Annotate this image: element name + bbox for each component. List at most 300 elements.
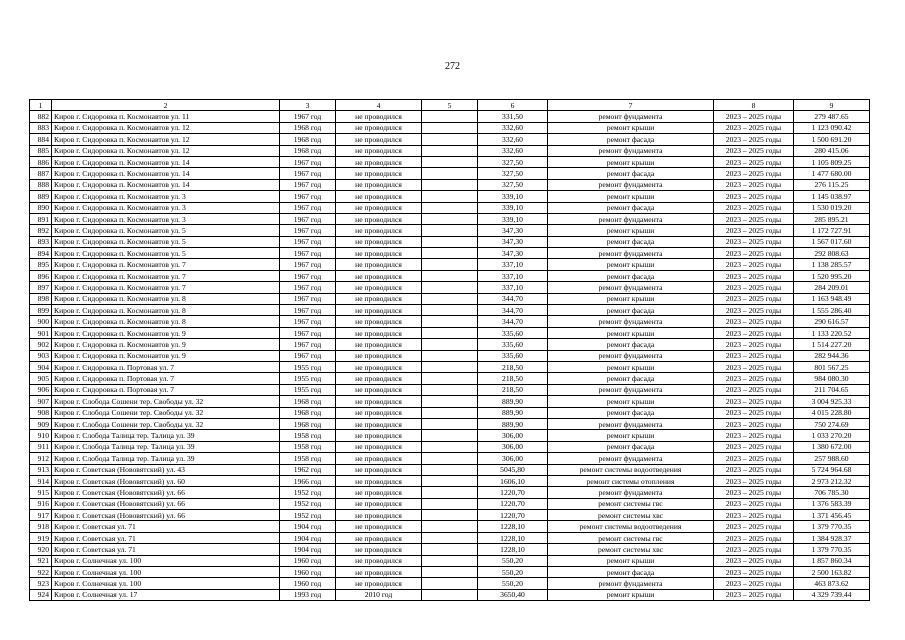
cost-cell: 1 477 680.00	[794, 168, 870, 179]
period-cell: 2023 – 2025 годы	[714, 145, 794, 156]
empty-cell	[422, 111, 478, 122]
area-cell: 1220,70	[478, 487, 548, 498]
cost-cell: 292 808.63	[794, 248, 870, 259]
table-row	[30, 111, 870, 122]
address-cell: Киров г. Сидоровка п. Космонавтов ул. 9	[52, 350, 280, 361]
row-number-cell: 895	[30, 259, 52, 270]
build-year-cell: 1968 год	[280, 407, 336, 418]
address-cell: Киров г. Сидоровка п. Портовая ул. 7	[52, 384, 280, 395]
address-cell: Киров г. Слобода Талица тер. Талица ул. 39	[52, 441, 280, 452]
last-repair-cell: не проводился	[336, 361, 422, 372]
empty-cell	[422, 156, 478, 167]
table-row	[30, 407, 870, 418]
row-number-cell: 882	[30, 111, 52, 122]
last-repair-cell: не проводился	[336, 464, 422, 475]
table-row	[30, 248, 870, 259]
empty-cell	[422, 339, 478, 350]
address-cell: Киров г. Сидоровка п. Космонавтов ул. 8	[52, 293, 280, 304]
work-type-cell: ремонт крыши	[548, 430, 714, 441]
empty-cell	[422, 441, 478, 452]
address-cell: Киров г. Сидоровка п. Космонавтов ул. 3	[52, 202, 280, 213]
empty-cell	[422, 225, 478, 236]
build-year-cell: 1967 год	[280, 236, 336, 247]
work-type-cell: ремонт крыши	[548, 327, 714, 338]
build-year-cell: 1955 год	[280, 373, 336, 384]
last-repair-cell: не проводился	[336, 305, 422, 316]
area-cell: 306,00	[478, 453, 548, 464]
capital-repair-table	[29, 99, 870, 601]
cost-cell: 2 500 163.82	[794, 567, 870, 578]
period-cell: 2023 – 2025 годы	[714, 418, 794, 429]
area-cell: 327,50	[478, 179, 548, 190]
last-repair-cell: не проводился	[336, 430, 422, 441]
area-cell: 3650,40	[478, 589, 548, 600]
row-number-cell: 893	[30, 236, 52, 247]
empty-cell	[422, 510, 478, 521]
last-repair-cell: не проводился	[336, 145, 422, 156]
cost-cell: 1 379 770.35	[794, 544, 870, 555]
empty-cell	[422, 407, 478, 418]
area-cell: 5045,80	[478, 464, 548, 475]
last-repair-cell: не проводился	[336, 248, 422, 259]
address-cell: Киров г. Слобода Талица тер. Талица ул. 39	[52, 453, 280, 464]
area-cell: 889,90	[478, 407, 548, 418]
address-cell: Киров г. Солнечная ул. 100	[52, 555, 280, 566]
area-cell: 337,10	[478, 270, 548, 281]
area-cell: 218,50	[478, 361, 548, 372]
cost-cell: 4 015 228.80	[794, 407, 870, 418]
last-repair-cell: не проводился	[336, 122, 422, 133]
area-cell: 339,10	[478, 191, 548, 202]
period-cell: 2023 – 2025 годы	[714, 555, 794, 566]
address-cell: Киров г. Сидоровка п. Космонавтов ул. 8	[52, 316, 280, 327]
work-type-cell: ремонт крыши	[548, 225, 714, 236]
table-row	[30, 191, 870, 202]
empty-cell	[422, 589, 478, 600]
table-row	[30, 339, 870, 350]
cost-cell: 1 520 995.20	[794, 270, 870, 281]
address-cell: Киров г. Сидоровка п. Портовая ул. 7	[52, 373, 280, 384]
build-year-cell: 1967 год	[280, 111, 336, 122]
period-cell: 2023 – 2025 годы	[714, 339, 794, 350]
last-repair-cell: не проводился	[336, 270, 422, 281]
empty-cell	[422, 475, 478, 486]
area-cell: 1228,10	[478, 544, 548, 555]
build-year-cell: 1968 год	[280, 418, 336, 429]
area-cell: 889,90	[478, 396, 548, 407]
address-cell: Киров г. Сидоровка п. Космонавтов ул. 9	[52, 339, 280, 350]
cost-cell: 1 555 286.40	[794, 305, 870, 316]
work-type-cell: ремонт фундамента	[548, 282, 714, 293]
row-number-cell: 883	[30, 122, 52, 133]
period-cell: 2023 – 2025 годы	[714, 567, 794, 578]
period-cell: 2023 – 2025 годы	[714, 498, 794, 509]
last-repair-cell: не проводился	[336, 544, 422, 555]
last-repair-cell: не проводился	[336, 339, 422, 350]
address-cell: Киров г. Сидоровка п. Космонавтов ул. 5	[52, 225, 280, 236]
last-repair-cell: не проводился	[336, 282, 422, 293]
empty-cell	[422, 578, 478, 589]
cost-cell: 2 973 212.32	[794, 475, 870, 486]
work-type-cell: ремонт фасада	[548, 339, 714, 350]
period-cell: 2023 – 2025 годы	[714, 111, 794, 122]
last-repair-cell: не проводился	[336, 111, 422, 122]
empty-cell	[422, 532, 478, 543]
period-cell: 2023 – 2025 годы	[714, 521, 794, 532]
build-year-cell: 1966 год	[280, 475, 336, 486]
area-cell: 306,00	[478, 441, 548, 452]
table-row	[30, 259, 870, 270]
area-cell: 337,10	[478, 259, 548, 270]
header-col-2: 2	[52, 100, 280, 111]
table-header-row	[30, 100, 870, 111]
empty-cell	[422, 487, 478, 498]
build-year-cell: 1967 год	[280, 202, 336, 213]
row-number-cell: 902	[30, 339, 52, 350]
last-repair-cell: не проводился	[336, 134, 422, 145]
cost-cell: 279 487.65	[794, 111, 870, 122]
empty-cell	[422, 567, 478, 578]
area-cell: 347,30	[478, 236, 548, 247]
build-year-cell: 1967 год	[280, 225, 336, 236]
cost-cell: 984 080.30	[794, 373, 870, 384]
row-number-cell: 898	[30, 293, 52, 304]
table-row	[30, 327, 870, 338]
build-year-cell: 1967 год	[280, 339, 336, 350]
period-cell: 2023 – 2025 годы	[714, 305, 794, 316]
table-row	[30, 225, 870, 236]
address-cell: Киров г. Сидоровка п. Космонавтов ул. 8	[52, 305, 280, 316]
empty-cell	[422, 544, 478, 555]
work-type-cell: ремонт крыши	[548, 122, 714, 133]
build-year-cell: 1993 год	[280, 589, 336, 600]
work-type-cell: ремонт фасада	[548, 567, 714, 578]
cost-cell: 1 567 017.60	[794, 236, 870, 247]
header-col-7: 7	[548, 100, 714, 111]
table-row	[30, 521, 870, 532]
table-row	[30, 441, 870, 452]
cost-cell: 4 329 739.44	[794, 589, 870, 600]
period-cell: 2023 – 2025 годы	[714, 270, 794, 281]
build-year-cell: 1968 год	[280, 134, 336, 145]
address-cell: Киров г. Советская ул. 71	[52, 521, 280, 532]
period-cell: 2023 – 2025 годы	[714, 259, 794, 270]
empty-cell	[422, 555, 478, 566]
address-cell: Киров г. Слобода Сошени тер. Свободы ул. 32	[52, 418, 280, 429]
work-type-cell: ремонт системы хвс	[548, 544, 714, 555]
last-repair-cell: не проводился	[336, 373, 422, 384]
address-cell: Киров г. Сидоровка п. Космонавтов ул. 3	[52, 191, 280, 202]
table-row	[30, 236, 870, 247]
cost-cell: 1 371 456.45	[794, 510, 870, 521]
work-type-cell: ремонт системы хвс	[548, 510, 714, 521]
area-cell: 344,70	[478, 305, 548, 316]
address-cell: Киров г. Советская ул. 71	[52, 532, 280, 543]
period-cell: 2023 – 2025 годы	[714, 282, 794, 293]
last-repair-cell: не проводился	[336, 384, 422, 395]
empty-cell	[422, 248, 478, 259]
cost-cell: 284 209.01	[794, 282, 870, 293]
table-row	[30, 453, 870, 464]
period-cell: 2023 – 2025 годы	[714, 179, 794, 190]
row-number-cell: 889	[30, 191, 52, 202]
work-type-cell: ремонт фасада	[548, 305, 714, 316]
last-repair-cell: не проводился	[336, 191, 422, 202]
empty-cell	[422, 202, 478, 213]
area-cell: 339,10	[478, 213, 548, 224]
empty-cell	[422, 122, 478, 133]
cost-cell: 1 514 227.20	[794, 339, 870, 350]
row-number-cell: 924	[30, 589, 52, 600]
last-repair-cell: не проводился	[336, 202, 422, 213]
last-repair-cell: не проводился	[336, 407, 422, 418]
header-col-1: 1	[30, 100, 52, 111]
row-number-cell: 900	[30, 316, 52, 327]
work-type-cell: ремонт фасада	[548, 202, 714, 213]
period-cell: 2023 – 2025 годы	[714, 589, 794, 600]
work-type-cell: ремонт фасада	[548, 441, 714, 452]
address-cell: Киров г. Сидоровка п. Космонавтов ул. 12	[52, 134, 280, 145]
period-cell: 2023 – 2025 годы	[714, 316, 794, 327]
area-cell: 327,50	[478, 168, 548, 179]
table-row	[30, 384, 870, 395]
table-row	[30, 168, 870, 179]
table-row	[30, 464, 870, 475]
last-repair-cell: не проводился	[336, 396, 422, 407]
work-type-cell: ремонт фасада	[548, 134, 714, 145]
row-number-cell: 921	[30, 555, 52, 566]
table-row	[30, 544, 870, 555]
row-number-cell: 903	[30, 350, 52, 361]
cost-cell: 1 379 770.35	[794, 521, 870, 532]
table-row	[30, 487, 870, 498]
table-row	[30, 202, 870, 213]
build-year-cell: 1904 год	[280, 532, 336, 543]
period-cell: 2023 – 2025 годы	[714, 134, 794, 145]
address-cell: Киров г. Слобода Сошени тер. Свободы ул. 32	[52, 407, 280, 418]
cost-cell: 1 123 090.42	[794, 122, 870, 133]
empty-cell	[422, 293, 478, 304]
build-year-cell: 1962 год	[280, 464, 336, 475]
area-cell: 344,70	[478, 316, 548, 327]
build-year-cell: 1968 год	[280, 145, 336, 156]
area-cell: 331,50	[478, 111, 548, 122]
last-repair-cell: не проводился	[336, 179, 422, 190]
work-type-cell: ремонт фундамента	[548, 111, 714, 122]
table-row	[30, 430, 870, 441]
area-cell: 327,50	[478, 156, 548, 167]
empty-cell	[422, 168, 478, 179]
period-cell: 2023 – 2025 годы	[714, 168, 794, 179]
cost-cell: 211 704.65	[794, 384, 870, 395]
cost-cell: 3 004 925.33	[794, 396, 870, 407]
period-cell: 2023 – 2025 годы	[714, 510, 794, 521]
empty-cell	[422, 270, 478, 281]
work-type-cell: ремонт фасада	[548, 373, 714, 384]
period-cell: 2023 – 2025 годы	[714, 430, 794, 441]
area-cell: 889,90	[478, 418, 548, 429]
work-type-cell: ремонт системы водоотведения	[548, 464, 714, 475]
empty-cell	[422, 396, 478, 407]
work-type-cell: ремонт фундамента	[548, 578, 714, 589]
table-row	[30, 350, 870, 361]
empty-cell	[422, 327, 478, 338]
period-cell: 2023 – 2025 годы	[714, 373, 794, 384]
table-row	[30, 282, 870, 293]
cost-cell: 290 616.57	[794, 316, 870, 327]
header-col-9: 9	[794, 100, 870, 111]
period-cell: 2023 – 2025 годы	[714, 361, 794, 372]
build-year-cell: 1967 год	[280, 305, 336, 316]
table-row	[30, 134, 870, 145]
row-number-cell: 906	[30, 384, 52, 395]
cost-cell: 706 785.30	[794, 487, 870, 498]
row-number-cell: 905	[30, 373, 52, 384]
address-cell: Киров г. Слобода Сошени тер. Свободы ул. 32	[52, 396, 280, 407]
header-col-3: 3	[280, 100, 336, 111]
row-number-cell: 887	[30, 168, 52, 179]
row-number-cell: 911	[30, 441, 52, 452]
row-number-cell: 920	[30, 544, 52, 555]
last-repair-cell: не проводился	[336, 236, 422, 247]
cost-cell: 280 415.06	[794, 145, 870, 156]
empty-cell	[422, 418, 478, 429]
last-repair-cell: не проводился	[336, 441, 422, 452]
header-col-6: 6	[478, 100, 548, 111]
address-cell: Киров г. Сидоровка п. Портовая ул. 7	[52, 361, 280, 372]
area-cell: 344,70	[478, 293, 548, 304]
period-cell: 2023 – 2025 годы	[714, 248, 794, 259]
empty-cell	[422, 236, 478, 247]
row-number-cell: 901	[30, 327, 52, 338]
period-cell: 2023 – 2025 годы	[714, 213, 794, 224]
build-year-cell: 1955 год	[280, 384, 336, 395]
row-number-cell: 915	[30, 487, 52, 498]
period-cell: 2023 – 2025 годы	[714, 191, 794, 202]
row-number-cell: 890	[30, 202, 52, 213]
header-col-4: 4	[336, 100, 422, 111]
cost-cell: 1 163 948.49	[794, 293, 870, 304]
table-row	[30, 179, 870, 190]
cost-cell: 1 172 727.91	[794, 225, 870, 236]
row-number-cell: 891	[30, 213, 52, 224]
work-type-cell: ремонт фундамента	[548, 350, 714, 361]
work-type-cell: ремонт крыши	[548, 293, 714, 304]
address-cell: Киров г. Сидоровка п. Космонавтов ул. 7	[52, 270, 280, 281]
area-cell: 347,30	[478, 248, 548, 259]
area-cell: 347,30	[478, 225, 548, 236]
row-number-cell: 923	[30, 578, 52, 589]
build-year-cell: 1967 год	[280, 168, 336, 179]
area-cell: 1228,10	[478, 521, 548, 532]
row-number-cell: 909	[30, 418, 52, 429]
row-number-cell: 908	[30, 407, 52, 418]
table-row	[30, 589, 870, 600]
period-cell: 2023 – 2025 годы	[714, 532, 794, 543]
last-repair-cell: не проводился	[336, 168, 422, 179]
cost-cell: 1 105 809.25	[794, 156, 870, 167]
build-year-cell: 1904 год	[280, 521, 336, 532]
row-number-cell: 918	[30, 521, 52, 532]
table-row	[30, 305, 870, 316]
cost-cell: 1 530 019.20	[794, 202, 870, 213]
row-number-cell: 897	[30, 282, 52, 293]
row-number-cell: 892	[30, 225, 52, 236]
build-year-cell: 1960 год	[280, 567, 336, 578]
area-cell: 550,20	[478, 578, 548, 589]
row-number-cell: 917	[30, 510, 52, 521]
last-repair-cell: 2010 год	[336, 589, 422, 600]
cost-cell: 463 873.62	[794, 578, 870, 589]
build-year-cell: 1960 год	[280, 578, 336, 589]
build-year-cell: 1967 год	[280, 191, 336, 202]
area-cell: 332,60	[478, 134, 548, 145]
build-year-cell: 1968 год	[280, 122, 336, 133]
last-repair-cell: не проводился	[336, 555, 422, 566]
cost-cell: 276 115.25	[794, 179, 870, 190]
build-year-cell: 1952 год	[280, 487, 336, 498]
address-cell: Киров г. Советская ул. 71	[52, 544, 280, 555]
build-year-cell: 1960 год	[280, 555, 336, 566]
work-type-cell: ремонт крыши	[548, 361, 714, 372]
area-cell: 550,20	[478, 555, 548, 566]
last-repair-cell: не проводился	[336, 521, 422, 532]
address-cell: Киров г. Сидоровка п. Космонавтов ул. 3	[52, 213, 280, 224]
period-cell: 2023 – 2025 годы	[714, 578, 794, 589]
cost-cell: 1 138 285.57	[794, 259, 870, 270]
work-type-cell: ремонт фасада	[548, 407, 714, 418]
build-year-cell: 1904 год	[280, 544, 336, 555]
empty-cell	[422, 498, 478, 509]
area-cell: 1606,10	[478, 475, 548, 486]
row-number-cell: 888	[30, 179, 52, 190]
empty-cell	[422, 350, 478, 361]
period-cell: 2023 – 2025 годы	[714, 464, 794, 475]
work-type-cell: ремонт системы гвс	[548, 498, 714, 509]
page-number: 272	[445, 61, 460, 72]
cost-cell: 257 988.60	[794, 453, 870, 464]
work-type-cell: ремонт фундамента	[548, 248, 714, 259]
work-type-cell: ремонт крыши	[548, 156, 714, 167]
empty-cell	[422, 316, 478, 327]
address-cell: Киров г. Сидоровка п. Космонавтов ул. 9	[52, 327, 280, 338]
build-year-cell: 1967 год	[280, 327, 336, 338]
area-cell: 1220,70	[478, 498, 548, 509]
build-year-cell: 1952 год	[280, 498, 336, 509]
cost-cell: 1 857 860.34	[794, 555, 870, 566]
empty-cell	[422, 464, 478, 475]
address-cell: Киров г. Сидоровка п. Космонавтов ул. 7	[52, 259, 280, 270]
empty-cell	[422, 373, 478, 384]
area-cell: 335,60	[478, 327, 548, 338]
area-cell: 306,00	[478, 430, 548, 441]
work-type-cell: ремонт фундамента	[548, 179, 714, 190]
cost-cell: 1 380 672.00	[794, 441, 870, 452]
address-cell: Киров г. Советская (Нововятский) ул. 43	[52, 464, 280, 475]
area-cell: 1220,70	[478, 510, 548, 521]
work-type-cell: ремонт системы водоотведения	[548, 521, 714, 532]
build-year-cell: 1967 год	[280, 350, 336, 361]
work-type-cell: ремонт крыши	[548, 191, 714, 202]
cost-cell: 1 500 691.20	[794, 134, 870, 145]
table-row	[30, 578, 870, 589]
table-row	[30, 396, 870, 407]
build-year-cell: 1967 год	[280, 282, 336, 293]
area-cell: 1228,10	[478, 532, 548, 543]
empty-cell	[422, 384, 478, 395]
area-cell: 337,10	[478, 282, 548, 293]
area-cell: 550,20	[478, 567, 548, 578]
